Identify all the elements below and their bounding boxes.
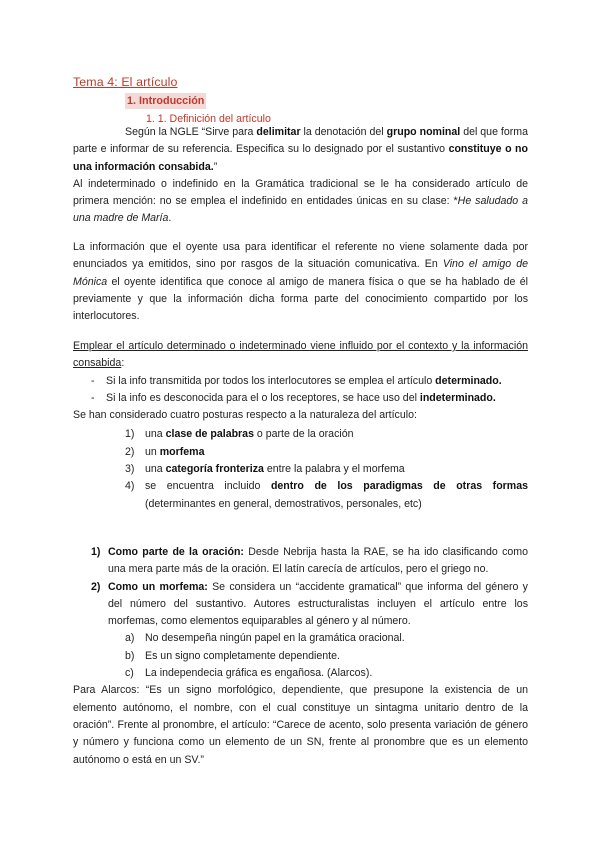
alarcos-quote-paragraph: Para Alarcos: “Es un signo morfológico, dependiente, que presupone la existencia de un elemento autónomo, el nombre, con el cual constituye un sintagma unitario dentro de la oración”. Frente al pronombre, el artículo: “Carece de acento, solo presenta variación de género y número y funciona como un elemento de un SN, frente al pronombre que es un elemento autónomo o está en un SV.” (73, 684, 528, 766)
text: el oyente identifica que conoce al amigo de manera física o que se ha hablado de él previamente y que la información dicha forma parte del conocimiento compartido por los interlocutores. (73, 275, 528, 323)
list-item (73, 373, 528, 390)
text: del que forma parte e informar de su referencia. Especifica su lo designado por el sustantivo (73, 126, 529, 156)
list-item (73, 648, 528, 665)
bold-text: determinado. (435, 374, 502, 387)
text: No desempeña ningún papel en la gramática oracional. (145, 632, 405, 645)
paragraph: Se han considerado cuatro posturas respecto a la naturaleza del artículo: (73, 409, 417, 422)
text: o parte de la oración (253, 428, 354, 441)
list-item (73, 444, 528, 461)
list-number: 2) (91, 580, 101, 593)
text: . (168, 212, 172, 225)
list-letter: c) (125, 667, 134, 680)
text: un (145, 445, 160, 458)
text: una (145, 463, 166, 476)
text: (determinantes en general, demostrativos, personales, etc) (145, 497, 422, 510)
bold-text: constituye o no una información consabida. (73, 143, 528, 173)
text: Si la info es desconocida para el o los receptores, se hace uso del (106, 391, 420, 404)
list-number: 1) (91, 546, 101, 558)
bold-text: delimitar (256, 126, 301, 138)
text: entre la palabra y el morfema (263, 463, 405, 476)
text: Es un signo completamente dependiente. (145, 649, 340, 662)
bold-text: morfema (159, 445, 205, 458)
bold-text: categoría fronteriza (165, 463, 264, 476)
italic-example: Vino el amigo de Mónica (73, 258, 528, 288)
text: Al indeterminado o indefinido en la Gramática tradicional se le ha considerado artículo de primera mención: no se emplea el indefinido en entidades únicas en su clase: * (73, 177, 528, 208)
text: La información que el oyente usa para identificar el referente no viene solamente dada por enunciados ya emitidos, sino por rasgos de la situación comunicativa. En (73, 241, 528, 271)
list-item (73, 426, 528, 443)
list-item (73, 579, 528, 631)
subsection-heading: 1. 1. Definición del artículo (146, 113, 271, 125)
list-letter: b) (125, 649, 135, 662)
list-number: 1) (125, 428, 135, 441)
list-number: 4) (125, 480, 135, 493)
postures-list (73, 426, 528, 512)
list-item (73, 461, 528, 478)
ngle-definition-paragraph (73, 124, 528, 228)
morpheme-subitems (73, 630, 528, 682)
document-title: Tema 4: El artículo (73, 75, 178, 89)
bold-text: grupo nominal (386, 126, 461, 138)
text: ” (213, 160, 218, 173)
list-item (73, 665, 528, 682)
paragraph (73, 239, 528, 325)
text: se encuentra incluido (145, 480, 271, 493)
list-item (73, 630, 528, 647)
underlined-text: Emplear el artículo determinado o indeterminado viene influido por el contexto y la información consabida (73, 340, 528, 370)
indefinite-article-paragraph (73, 176, 528, 228)
text: Se considera un “accidente gramatical” que informa del género y del número del sustantivo. Autores estructuralistas incluyen el artículo entre los morfemas, como elementos equiparables al género y al número. (108, 580, 528, 628)
text: Según la NGLE “Sirve para (125, 126, 257, 138)
text: la denotación del (300, 126, 387, 138)
list-number: 2) (125, 445, 135, 458)
list-letter: a) (125, 632, 135, 645)
list-item (73, 544, 528, 579)
bold-text: Como parte de la oración: (108, 546, 244, 558)
list-item (73, 478, 528, 513)
section-heading: 1. Introducción (127, 95, 205, 107)
text: : (121, 357, 125, 370)
usage-section (73, 338, 528, 513)
context-paragraph (73, 239, 528, 325)
bold-text: indeterminado. (419, 391, 496, 404)
list-number: 3) (125, 463, 135, 476)
positions-section (73, 544, 528, 769)
text: una (145, 428, 166, 441)
positions-list (73, 544, 528, 630)
text: La independecia gráfica es engañosa. (Alarcos). (145, 667, 373, 680)
paragraph (73, 338, 528, 373)
italic-example: He saludado a una madre de María (73, 195, 529, 225)
text: Desde Nebrija hasta la RAE, se ha ido clasificando como una mera parte más de la oración. El latín carecía de artículos, pero el griego no. (108, 546, 528, 576)
bold-text: Como un morfema: (108, 580, 208, 593)
bold-text: clase de palabras (165, 428, 254, 441)
dash-list (73, 373, 528, 408)
bold-text: dentro de los paradigmas de otras formas (270, 480, 529, 493)
paragraph (73, 124, 528, 176)
text: Si la info transmitida por todos los interlocutores se emplea el artículo (106, 374, 436, 387)
list-item (73, 390, 528, 407)
